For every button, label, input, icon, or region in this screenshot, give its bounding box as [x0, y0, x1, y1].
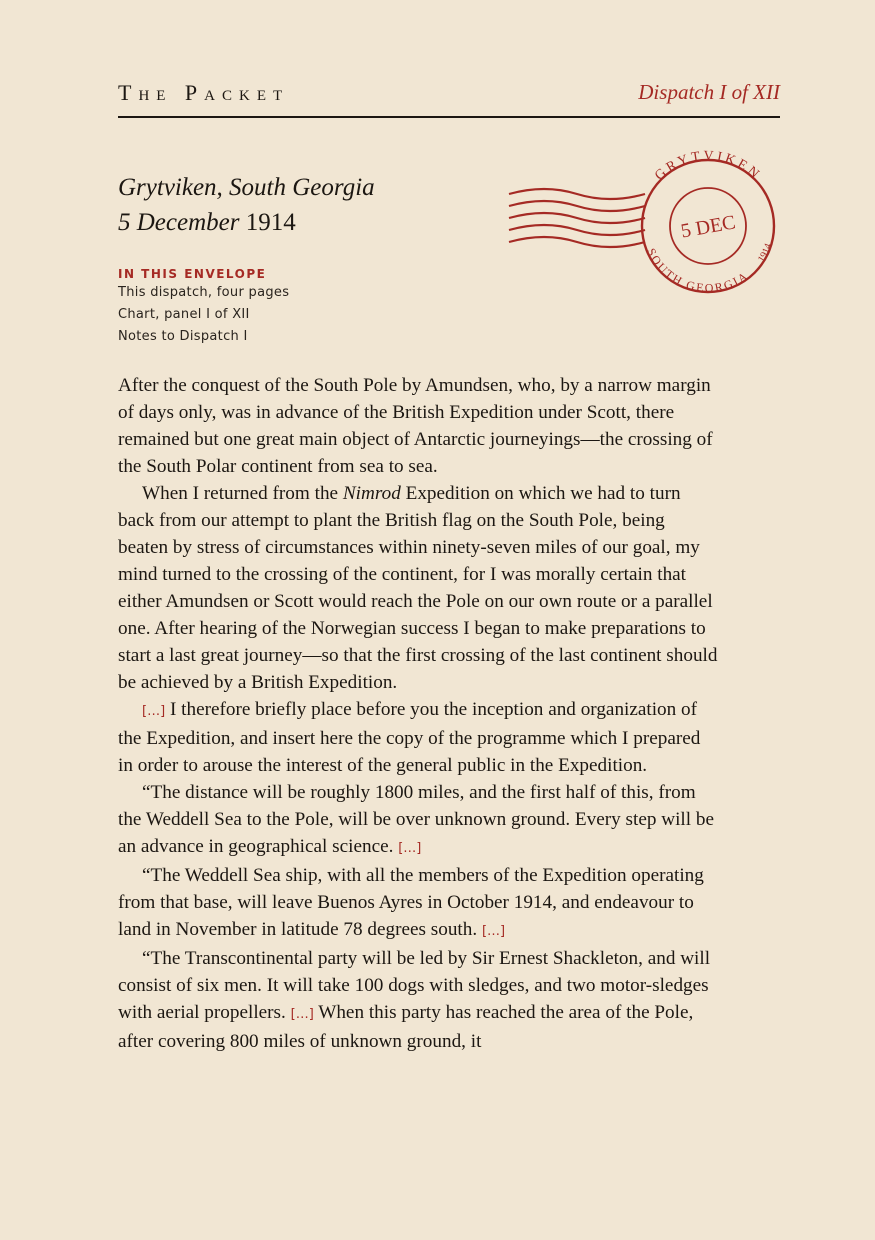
envelope-contents: [118, 266, 289, 348]
dateline-date: [118, 205, 375, 240]
postmark-date: 5 DEC: [679, 211, 738, 243]
paragraph: [118, 862, 718, 945]
text: “The distance will be roughly 1800 miles, and the first half of this, from the Weddell Sea to the Pole, will be over unknown ground. Every step will be an advance in geographical science.: [118, 782, 714, 857]
postmark-stamp: [505, 146, 785, 296]
masthead: [118, 78, 780, 118]
paragraph: [118, 945, 718, 1055]
publication-title: The Packet: [118, 80, 290, 105]
envelope-item: This dispatch, four pages: [118, 285, 290, 300]
postmark-year-textpath: 1914: [756, 242, 775, 265]
paragraph: [118, 696, 718, 779]
text: I therefore briefly place before you the inception and organization of the Expedition, and insert here the copy of the programme which I prepared in order to arouse the interest of the general public in the Expedition.: [118, 699, 701, 776]
elision-mark: […]: [481, 924, 506, 939]
paragraph: [118, 480, 718, 696]
dateline-day-month: 5 December: [118, 209, 240, 236]
paragraph: [118, 779, 718, 862]
envelope-item: Chart, panel I of XII: [118, 307, 250, 322]
paragraph: After the conquest of the South Pole by Amundsen, who, by a narrow margin of days only, was in advance of the British Expedition under Scott, there remained but one great main object of Antarctic journeyings—the crossing of the South Polar continent from sea to sea.: [118, 375, 713, 477]
postmark-top-textpath: GRYTVIKEN: [652, 148, 764, 184]
envelope-heading: IN THIS ENVELOPE: [118, 267, 267, 281]
text: When this party has reached the area of the Pole, after covering 800 miles of unknown ground, it: [118, 1002, 694, 1052]
issue-label: Dispatch I of XII: [638, 80, 780, 104]
elision-mark: […]: [290, 1007, 314, 1022]
postmark-top-text: [652, 149, 763, 184]
postmark-bottom-textpath: SOUTH GEORGIA: [643, 246, 752, 296]
postmark-year-text: [756, 242, 774, 264]
dispatch-body: [118, 372, 718, 1055]
text: When I returned from the: [142, 483, 343, 504]
envelope-item: Notes to Dispatch I: [118, 329, 248, 344]
dateline: [118, 170, 375, 240]
elision-mark: […]: [142, 704, 166, 719]
cancellation-lines: [509, 189, 645, 247]
text: Expedition on which we had to turn back from our attempt to plant the British flag on the South Pole, being beaten by stress of circumstances within ninety-seven miles of our goal, my mind turned to the crossing of the continent, for I was morally certain that either Amundsen or Scott would reach the Pole on our own route or a parallel one. After hearing of the Norwegian success I began to make preparations to start a last great journey—so that the first crossing of the last continent should be achieved by a British Expedition.: [118, 483, 718, 693]
dateline-place: Grytviken, South Georgia: [118, 174, 375, 201]
text: “The Weddell Sea ship, with all the members of the Expedition operating from that base, will leave Buenos Ayres in October 1914, and endeavour to land in November in latitude 78 degrees south.: [118, 865, 704, 940]
dateline-year: 1914: [245, 209, 296, 236]
text: “The Transcontinental party will be led by Sir Ernest Shackleton, and will consist of six men. It will take 100 dogs with sledges, and two motor-sledges with aerial propellers.: [118, 948, 711, 1023]
elision-mark: […]: [398, 841, 422, 856]
ship-name: Nimrod: [342, 483, 401, 504]
